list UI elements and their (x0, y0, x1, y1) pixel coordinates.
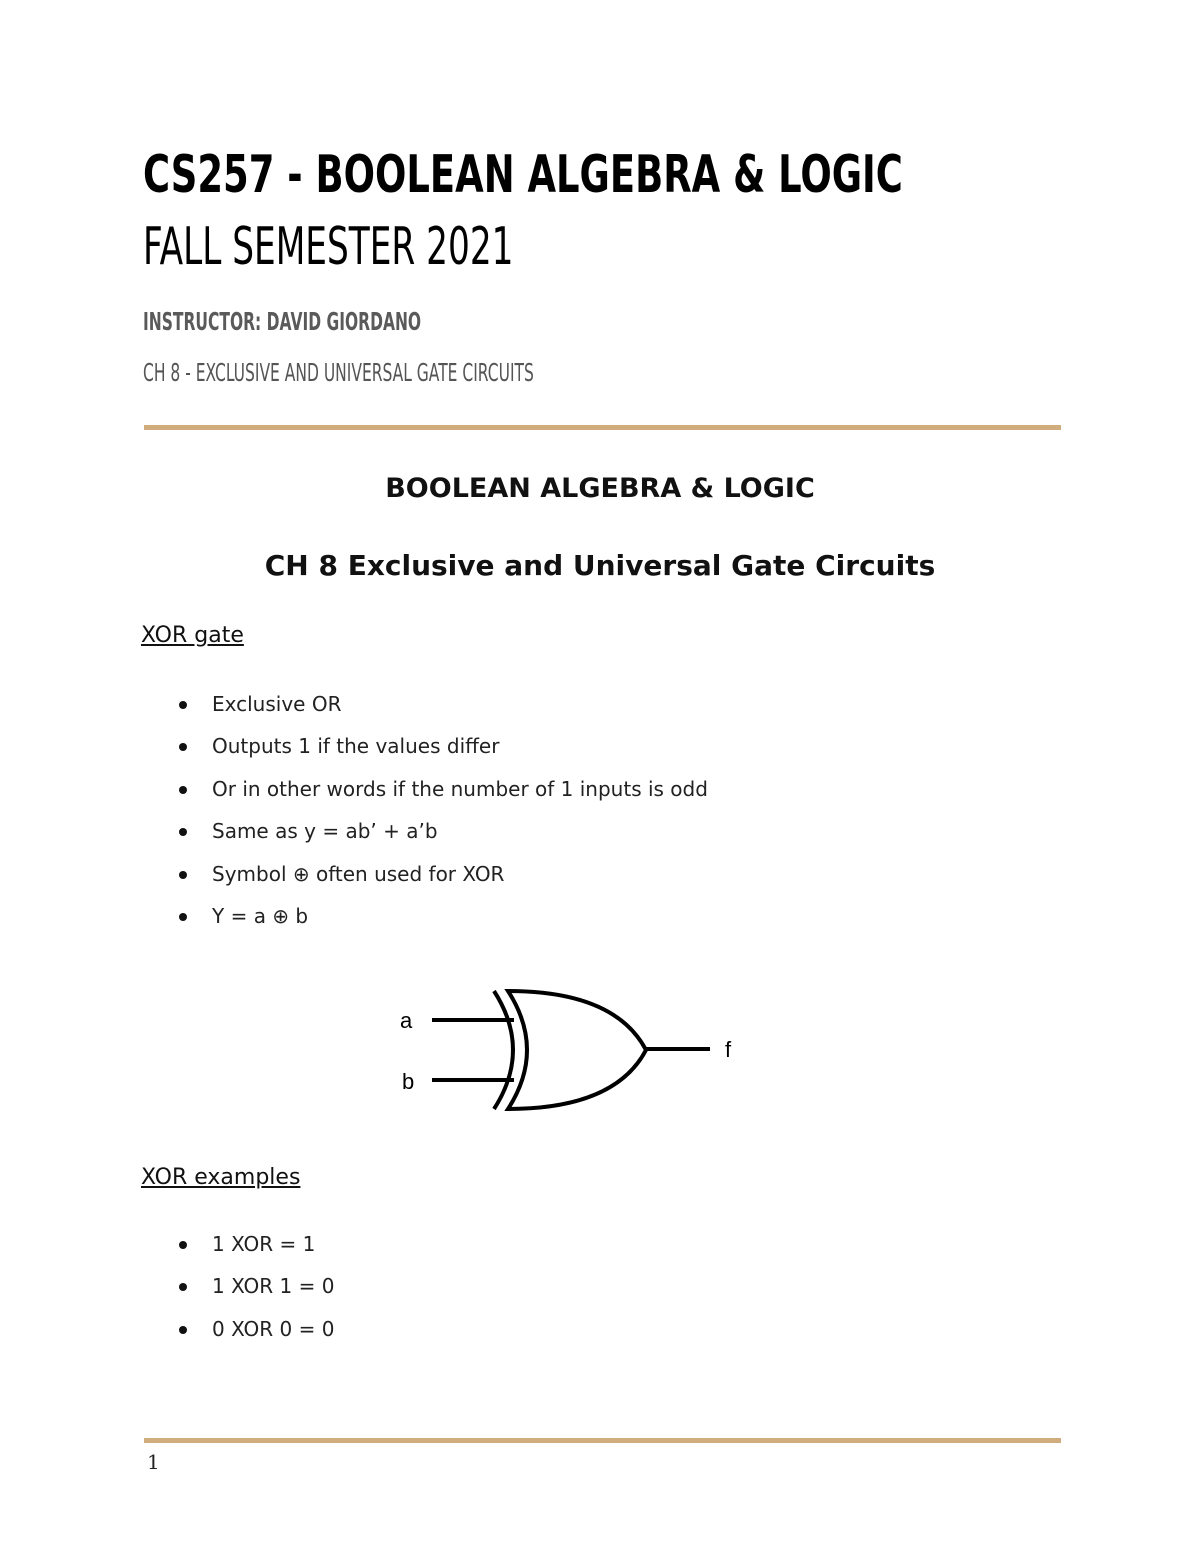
list-item-text: 0 XOR 0 = 0 (212, 1316, 335, 1341)
list-item (176, 902, 708, 944)
xor-extra-curve (494, 991, 513, 1109)
list-item-text: Symbol ⊕ often used for XOR (212, 861, 505, 886)
bullet-icon (179, 828, 187, 836)
list-item-text: Y = a ⊕ b (212, 903, 309, 928)
input-a-label: a (400, 1008, 413, 1033)
bullet-icon (179, 786, 187, 794)
bullet-icon (179, 1283, 187, 1291)
list-item (176, 1230, 334, 1272)
bullet-icon (179, 701, 187, 709)
bullet-icon (179, 871, 187, 879)
section-title-xor-examples: XOR examples (141, 1165, 301, 1190)
main-heading: BOOLEAN ALGEBRA & LOGIC (385, 473, 815, 504)
xor-examples-list (176, 1230, 334, 1357)
list-item (176, 732, 708, 774)
course-title: CS257 - BOOLEAN ALGEBRA & LOGIC (143, 145, 903, 205)
list-item-text: Exclusive OR (212, 692, 342, 716)
list-item (176, 690, 708, 732)
xor-gate-body (508, 991, 646, 1109)
header-divider (144, 425, 1061, 430)
list-item (176, 860, 708, 902)
list-item-text: Same as y = ab’ + a’b (212, 819, 438, 844)
xor-gate-diagram (390, 985, 750, 1120)
list-item (176, 1315, 334, 1357)
list-item-text: Or in other words if the number of 1 inputs is odd (212, 776, 708, 801)
list-item (176, 1272, 334, 1314)
bullet-icon (179, 743, 187, 751)
page-number: 1 (147, 1450, 160, 1474)
list-item-text: 1 XOR 1 = 0 (212, 1274, 335, 1299)
bullet-icon (179, 1241, 187, 1249)
section-title-xor-gate: XOR gate (141, 623, 244, 648)
chapter-line: CH 8 - EXCLUSIVE AND UNIVERSAL GATE CIRCUITS (143, 358, 534, 387)
instructor-line: INSTRUCTOR: DAVID GIORDANO (143, 307, 422, 336)
list-item-text: 1 XOR = 1 (212, 1232, 316, 1256)
footer-divider (144, 1438, 1061, 1443)
semester-title: FALL SEMESTER 2021 (143, 217, 514, 277)
chapter-heading: CH 8 Exclusive and Universal Gate Circuits (264, 549, 936, 582)
bullet-icon (179, 913, 187, 921)
list-item (176, 817, 708, 859)
xor-gate-list (176, 690, 708, 944)
list-item (176, 775, 708, 817)
list-item-text: Outputs 1 if the values differ (212, 734, 500, 759)
input-b-label: b (402, 1069, 415, 1094)
bullet-icon (179, 1326, 187, 1334)
output-f-label: f (725, 1037, 732, 1062)
